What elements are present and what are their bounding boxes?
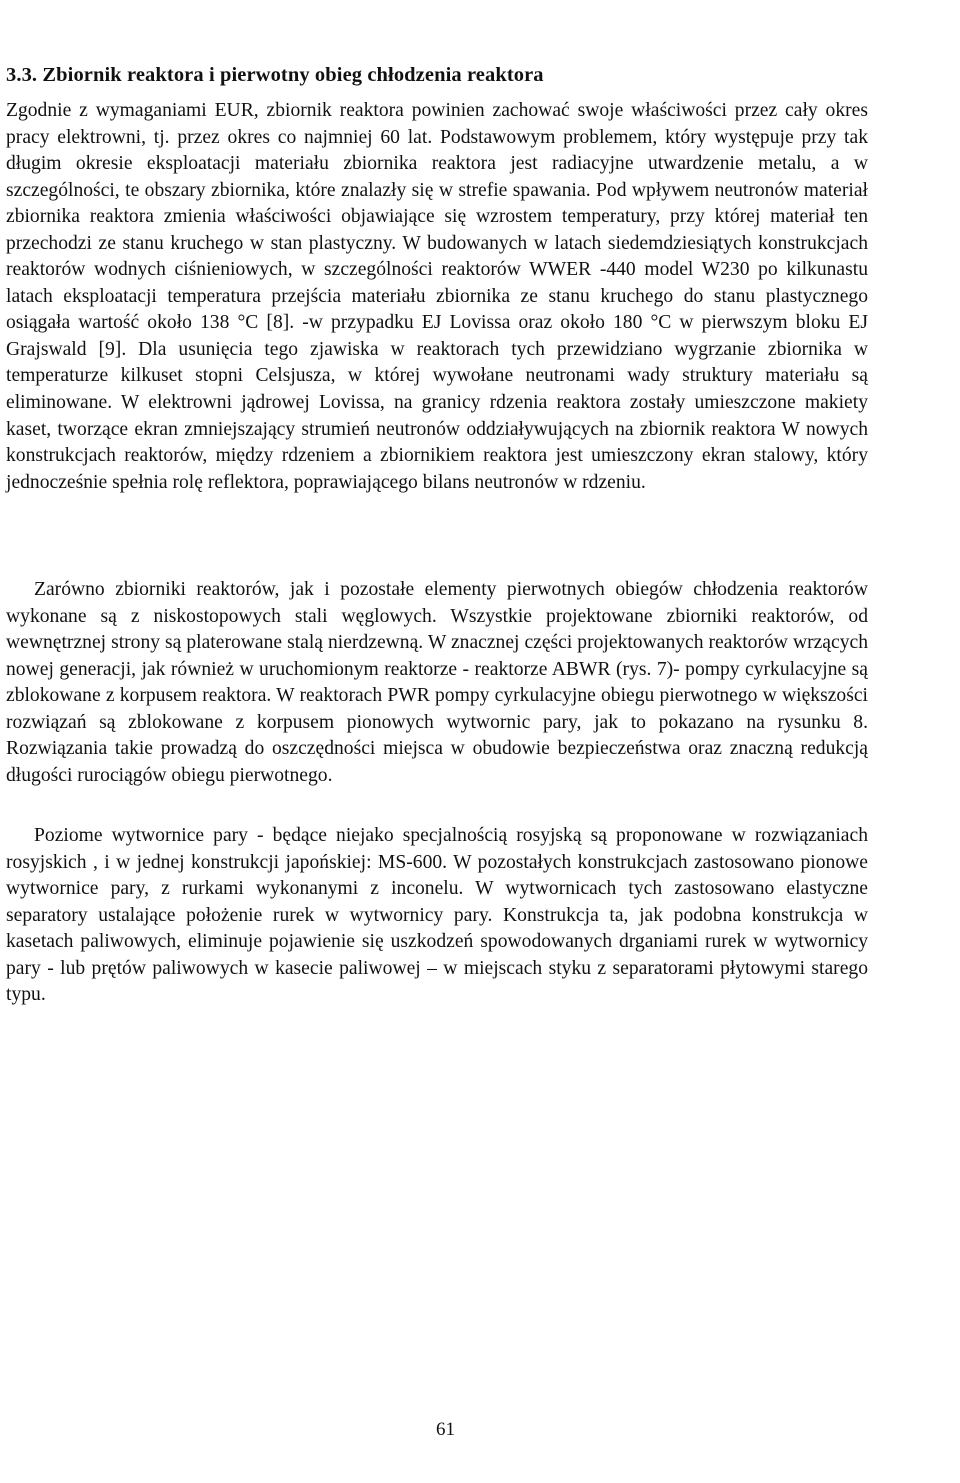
paragraph-reactor-vessel-embrittlement: Zgodnie z wymaganiami EUR, zbiornik reaktora powinien zachować swoje właściwości przez cały okres pracy elektrowni, tj. przez okres co najmniej 60 lat. Podstawowym problemem, który występuje przy tak długim okresie eksploatacji materiału zbiornika reaktora jest radiacyjne utwardzenie metalu, a w szczególności, te obszary zbiornika, które znalazły się w strefie spawania. Pod wpływem neutronów materiał zbiornika reaktora zmienia właściwości objawiające się wzrostem temperatury, przy której materiał ten przechodzi ze stanu kruchego w stan plastyczny. W budowanych w latach siedemdziesiątych konstrukcjach reaktorów wodnych ciśnieniowych, w szczególności reaktorów WWER -440 model W230 po kilkunastu latach eksploatacji temperatura przejścia materiału zbiornika ze stanu kruchego do stanu plastycznego osiągała wartość około 138 °C [8]. -w przypadku EJ Lovissa oraz około 180 °C w pierwszym bloku EJ Grajswald [9]. Dla usunięcia tego zjawiska w reaktorach tych przewidziano wygrzanie zbiornika w temperaturze kilkuset stopni Celsjusza, w której wywołane neutronami wady struktury materiału są eliminowane. W elektrowni jądrowej Lovissa, na granicy rdzenia reaktora zostały umieszczone makiety kaset, tworzące ekran zmniejszający strumień neutronów oddziaływujących na zbiornik reaktora W nowych konstrukcjach reaktorów, między rdzeniem a zbiornikiem reaktora jest umieszczony ekran stalowy, który jednocześnie spełnia rolę reflektora, poprawiającego bilans neutronów w rdzeniu. [6, 100, 868, 493]
section-heading: 3.3. Zbiornik reaktora i pierwotny obieg chłodzenia reaktora [6, 64, 544, 86]
paragraph-vessel-materials-and-pumps: Zarówno zbiorniki reaktorów, jak i pozostałe elementy pierwotnych obiegów chłodzenia reaktorów wykonane są z niskostopowych stali węglowych. Wszystkie projektowane zbiorniki reaktorów, od wewnętrznej strony są platerowane stalą nierdzewną. W znacznej części projektowanych reaktorów wrzących nowej generacji, jak również w uruchomionym reaktorze - reaktorze ABWR (rys. 7)- pompy cyrkulacyjne są zblokowane z korpusem reaktora. W reaktorach PWR pompy cyrkulacyjne obiegu pierwotnego w większości rozwiązań są zblokowane z korpusem pionowych wytwornic pary, jak to pokazano na rysunku 8. Rozwiązania takie prowadzą do oszczędności miejsca w obudowie bezpieczeństwa oraz znaczną redukcją długości rurociągów obiegu pierwotnego. [6, 579, 868, 786]
page-number: 61 [436, 1419, 455, 1440]
paragraph-steam-generators: Poziome wytwornice pary - będące niejako specjalnością rosyjską są proponowane w rozwiązaniach rosyjskich , i w jednej konstrukcji japońskiej: MS-600. W pozostałych konstrukcjach zastosowano pionowe wytwornice pary, z rurkami wykonanymi z inconelu. W wytwornicach tych zastosowano elastyczne separatory ustalające położenie rurek w wytwornicy pary. Konstrukcja ta, jak podobna konstrukcja w kasetach paliwowych, eliminuje pojawienie się uszkodzeń spowodowanych drganiami rurek w wytwornicy pary - lub prętów paliwowych w kasecie paliwowej – w miejscach styku z separatorami płytowymi starego typu. [6, 825, 868, 1006]
